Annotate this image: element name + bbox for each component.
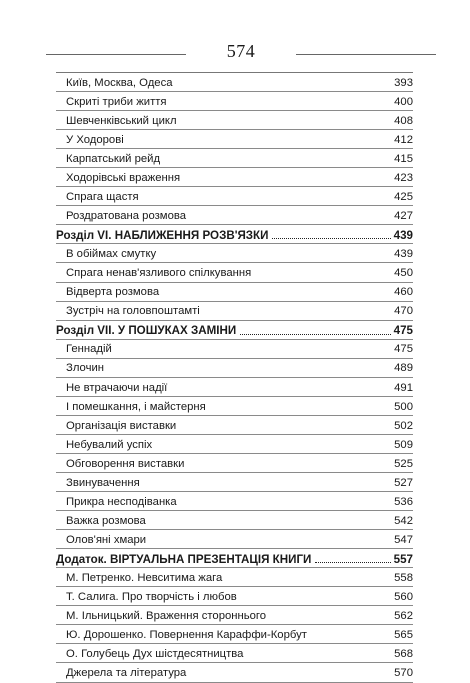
page-ref: 568 — [394, 648, 413, 661]
toc-entry — [56, 73, 413, 92]
toc-entry — [56, 587, 413, 606]
page-ref: 547 — [394, 533, 413, 546]
header-rule-right — [296, 54, 436, 55]
toc-entry — [56, 283, 413, 302]
page-number: 574 — [226, 41, 256, 61]
entry-title: Важка розмова — [66, 514, 146, 527]
page-ref: 470 — [394, 305, 413, 318]
toc-section-heading — [56, 225, 413, 244]
toc-entry — [56, 130, 413, 149]
toc-entry — [56, 454, 413, 473]
page-ref: 527 — [394, 476, 413, 489]
section-title: Розділ VII. У ПОШУКАХ ЗАМІНИ — [56, 324, 237, 338]
entry-title: Організація виставки — [66, 419, 177, 432]
dot-leader — [272, 238, 390, 239]
entry-title: Обговорення виставки — [66, 457, 185, 470]
entry-title: Злочин — [66, 362, 105, 375]
entry-title: Т. Салига. Про творчість і любов — [66, 591, 237, 604]
table-of-contents — [56, 72, 413, 683]
toc-entry — [56, 206, 413, 225]
page-ref: 558 — [394, 571, 413, 584]
page-ref: 570 — [394, 667, 413, 680]
toc-entry — [56, 92, 413, 111]
entry-title: Спрага ненав'язливого спілкування — [66, 267, 252, 280]
page-ref: 425 — [394, 191, 413, 204]
page-ref: 525 — [394, 457, 413, 470]
toc-entry — [56, 644, 413, 663]
entry-title: Шевченківський цикл — [66, 114, 177, 127]
entry-title: Небувалий успіх — [66, 438, 153, 451]
page-ref: 460 — [394, 286, 413, 299]
page-header — [46, 40, 436, 68]
entry-title: Ю. Дорошенко. Повернення Караффи-Корбут — [66, 629, 307, 642]
entry-title: Відверта розмова — [66, 286, 160, 299]
entry-title: Карпатський рейд — [66, 152, 161, 165]
page-ref: 475 — [394, 343, 413, 356]
toc-entry — [56, 187, 413, 206]
toc-entry — [56, 359, 413, 378]
page-ref: 439 — [393, 228, 413, 242]
page-ref: 509 — [394, 438, 413, 451]
entry-title: Ходорівські враження — [66, 171, 181, 184]
entry-title: Роздратована розмова — [66, 210, 187, 223]
dot-leader — [240, 334, 390, 335]
toc-entry — [56, 340, 413, 359]
entry-title: Скриті триби життя — [66, 95, 167, 108]
entry-title: Зустріч на головпоштамті — [66, 305, 200, 318]
entry-title: Геннадій — [66, 343, 112, 356]
page-ref: 536 — [394, 495, 413, 508]
page-ref: 400 — [394, 95, 413, 108]
page-ref: 408 — [394, 114, 413, 127]
section-title: Додаток. ВІРТУАЛЬНА ПРЕЗЕНТАЦІЯ КНИГИ — [56, 552, 312, 566]
entry-title: У Ходорові — [66, 133, 124, 146]
entry-title: В обіймах смутку — [66, 248, 157, 261]
page-ref: 415 — [394, 152, 413, 165]
entry-title: Олов'яні хмари — [66, 533, 147, 546]
page-ref: 423 — [394, 171, 413, 184]
page-ref: 542 — [394, 514, 413, 527]
entry-title: Спрага щастя — [66, 191, 139, 204]
toc-entry — [56, 530, 413, 549]
entry-title: І помешкання, і майстерня — [66, 400, 206, 413]
page-ref: 475 — [393, 324, 413, 338]
toc-entry — [56, 111, 413, 130]
page-ref: 393 — [394, 76, 413, 89]
toc-entry — [56, 606, 413, 625]
page-ref: 562 — [394, 610, 413, 623]
page-ref: 500 — [394, 400, 413, 413]
toc-entry — [56, 473, 413, 492]
toc-entry — [56, 625, 413, 644]
entry-title: Джерела та література — [66, 667, 187, 680]
toc-entry — [56, 511, 413, 530]
entry-title: М. Ільницький. Враження стороннього — [66, 610, 267, 623]
page-ref: 489 — [394, 362, 413, 375]
page-ref: 439 — [394, 248, 413, 261]
page-ref: 560 — [394, 591, 413, 604]
entry-title: Прикра несподіванка — [66, 495, 177, 508]
page-ref: 491 — [394, 381, 413, 394]
page-ref: 450 — [394, 267, 413, 280]
entry-title: Київ, Москва, Одеса — [66, 76, 173, 89]
toc-entry — [56, 263, 413, 282]
page-ref: 557 — [393, 552, 413, 566]
toc-entry — [56, 568, 413, 587]
toc-section-heading — [56, 549, 413, 568]
toc-entry — [56, 663, 413, 682]
toc-entry — [56, 492, 413, 511]
page-ref: 412 — [394, 133, 413, 146]
entry-title: М. Петренко. Невситима жага — [66, 571, 223, 584]
dot-leader — [315, 562, 390, 563]
toc-entry — [56, 397, 413, 416]
entry-title: Не втрачаючи надії — [66, 381, 168, 394]
entry-title: О. Голубець Дух шістдесятництва — [66, 648, 244, 661]
toc-entry — [56, 378, 413, 397]
section-title: Розділ VI. НАБЛИЖЕННЯ РОЗВ'ЯЗКИ — [56, 228, 269, 242]
toc-entry — [56, 435, 413, 454]
toc-entry — [56, 168, 413, 187]
entry-title: Звинувачення — [66, 476, 140, 489]
toc-entry — [56, 302, 413, 321]
page-ref: 427 — [394, 210, 413, 223]
toc-entry — [56, 244, 413, 263]
page-ref: 565 — [394, 629, 413, 642]
page-ref: 502 — [394, 419, 413, 432]
toc-entry — [56, 149, 413, 168]
toc-section-heading — [56, 321, 413, 340]
toc-entry — [56, 416, 413, 435]
